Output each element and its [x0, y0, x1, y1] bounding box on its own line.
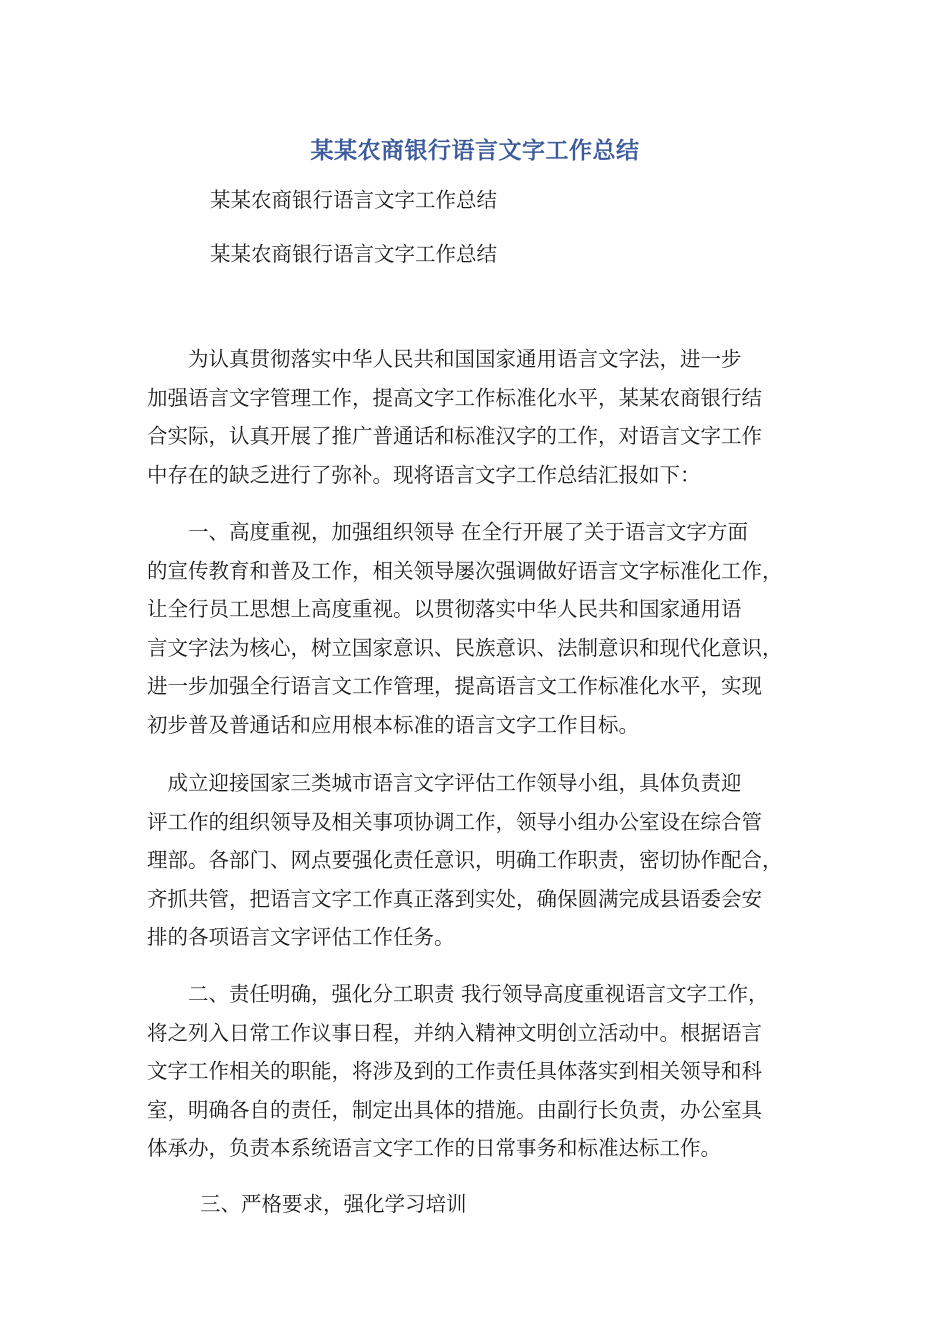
text-line: 评工作的组织领导及相关事项协调工作，领导小组办公室设在综合管 — [147, 809, 762, 834]
paragraph-intro — [147, 340, 807, 494]
text-line: 二、责任明确，强化分工职责 我行领导高度重视语言文字工作， — [147, 982, 769, 1006]
text-line: 为认真贯彻落实中华人民共和国国家通用语言文字法，进一步 — [147, 347, 742, 371]
text-line: 进一步加强全行语言文工作管理，提高语言文工作标准化水平，实现 — [147, 674, 762, 699]
subtitle-line: 某某农商银行语言文字工作总结 — [210, 242, 497, 266]
paragraph-leading-group — [147, 764, 807, 957]
text-line: 将之列入日常工作议事日程，并纳入精神文明创立活动中。根据语言 — [147, 1020, 762, 1045]
text-line: 合实际，认真开展了推广普通话和标准汉字的工作，对语言文字工作 — [147, 424, 762, 449]
text-line: 加强语言文字管理工作，提高文字工作标准化水平，某某农商银行结 — [147, 385, 762, 410]
document-title: 某某农商银行语言文字工作总结 — [310, 138, 640, 164]
text-line: 文字工作相关的职能，将涉及到的工作责任具体落实到相关领导和科 — [147, 1059, 762, 1084]
text-line: 中存在的缺乏进行了弥补。现将语言文字工作总结汇报如下： — [147, 462, 701, 487]
paragraph-section-one — [147, 513, 807, 745]
text-line: 体承办，负责本系统语言文字工作的日常事务和标准达标工作。 — [147, 1136, 721, 1161]
text-line: 室，明确各自的责任，制定出具体的措施。由副行长负责，办公室具 — [147, 1097, 762, 1122]
text-line: 排的各项语言文字评估工作任务。 — [147, 925, 455, 950]
text-line: 让全行员工思想上高度重视。以贯彻落实中华人民共和国家通用语 — [147, 597, 742, 622]
section-three-heading: 三、严格要求，强化学习培训 — [200, 1192, 467, 1216]
text-line: 一、高度重视，加强组织领导 在全行开展了关于语言文字方面 — [147, 520, 749, 544]
text-line: 成立迎接国家三类城市语言文字评估工作领导小组，具体负责迎 — [147, 771, 742, 795]
paragraph-section-two — [147, 975, 807, 1168]
text-line: 初步普及普通话和应用根本标准的语言文字工作目标。 — [147, 712, 639, 737]
text-line: 齐抓共管，把语言文字工作真正落到实处，确保圆满完成县语委会安 — [147, 886, 762, 911]
text-line: 理部。各部门、网点要强化责任意识，明确工作职责，密切协作配合， — [147, 848, 783, 873]
text-line: 言文字法为核心，树立国家意识、民族意识、法制意识和现代化意识， — [147, 635, 783, 660]
subtitle-line: 某某农商银行语言文字工作总结 — [210, 188, 497, 212]
text-line: 的宣传教育和普及工作，相关领导屡次强调做好语言文字标准化工作， — [147, 558, 783, 583]
